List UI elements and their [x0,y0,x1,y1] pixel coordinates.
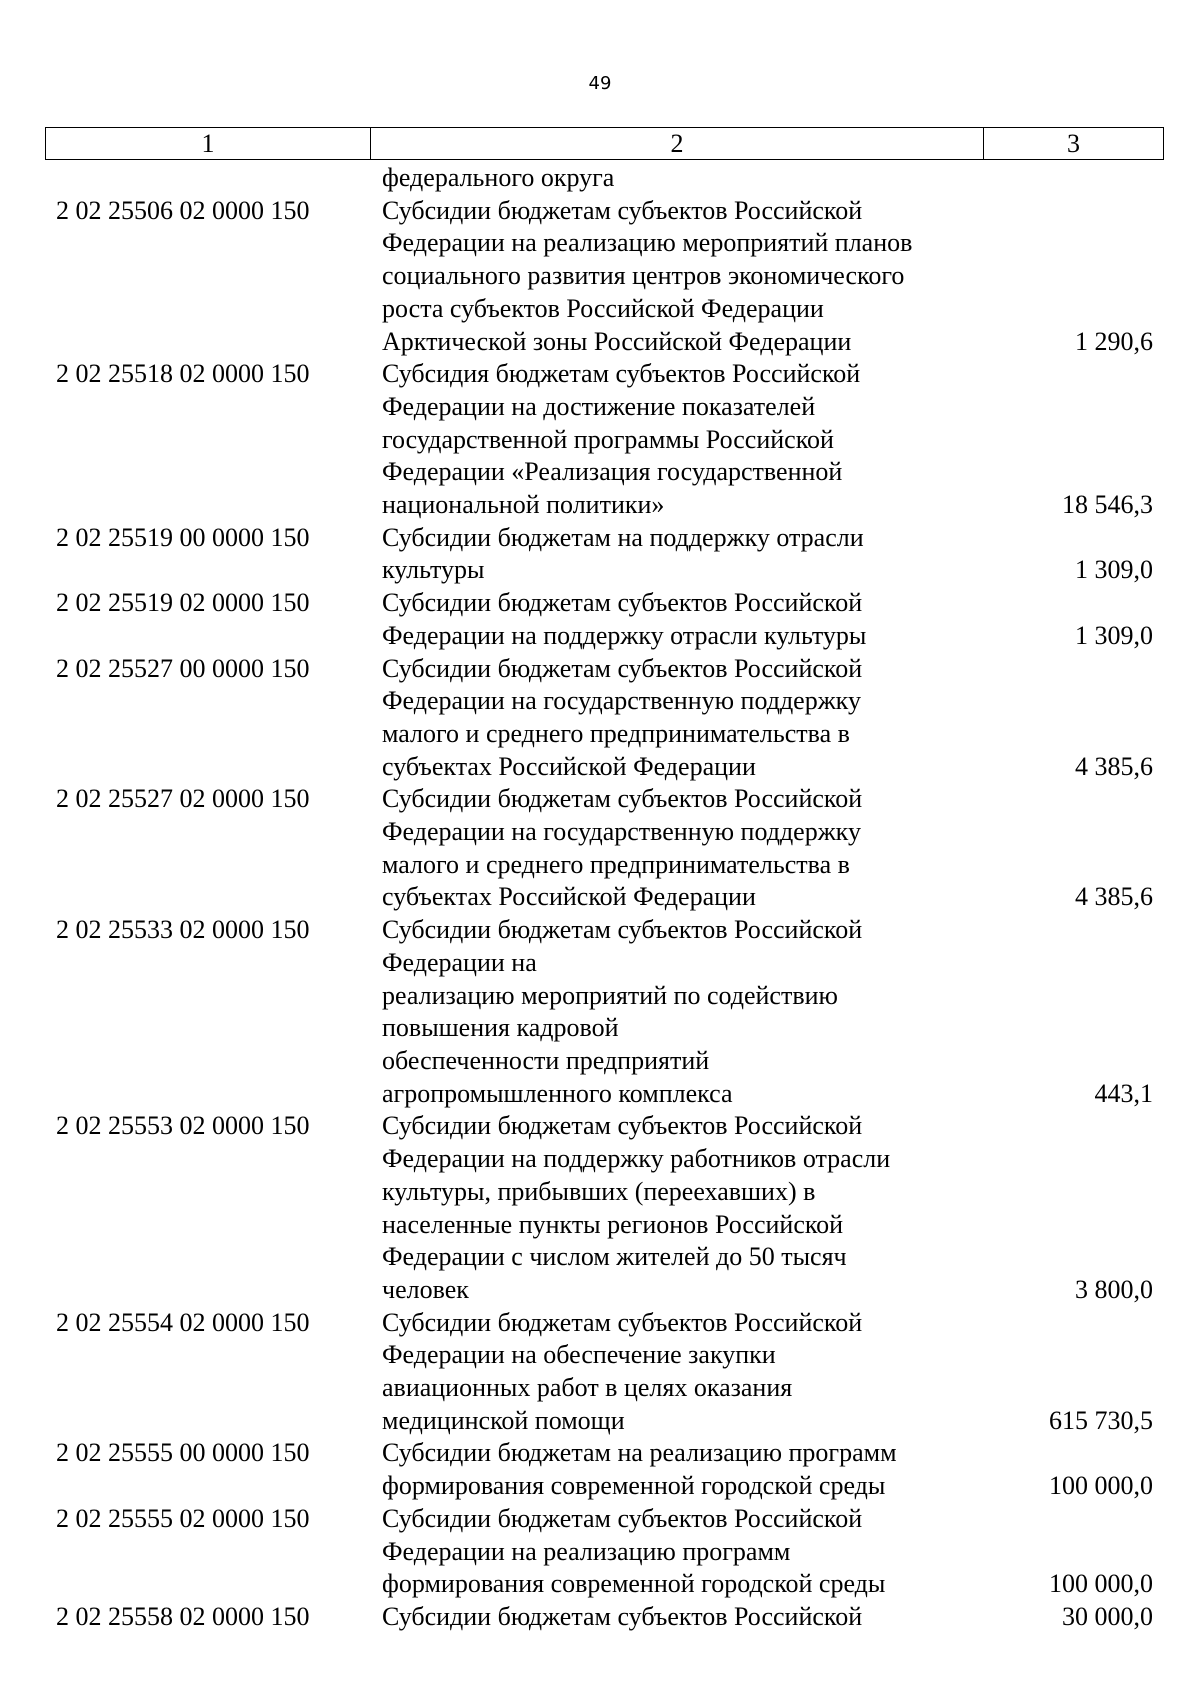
description-line: Субсидии бюджетам на реализацию программ [382,1438,897,1468]
description [370,783,983,914]
header-col-1: 1 [46,128,371,159]
description-line: обеспеченности предприятий [382,1045,710,1075]
description [370,1601,983,1634]
description-line: Федерации на обеспечение закупки [382,1340,776,1370]
table-header [45,127,1164,160]
amount: 1 309,0 [1075,555,1153,585]
description [370,522,983,587]
budget-code: 2 02 25554 02 0000 150 [56,1307,310,1337]
description-line: субъектах Российской Федерации [382,882,756,912]
description-line: Субсидии бюджетам субъектов Российской [382,1601,863,1631]
description-line: Субсидии бюджетам субъектов Российской [382,653,863,683]
amount: 100 000,0 [1049,1471,1153,1501]
description-line: Федерации на реализацию мероприятий планов [382,228,913,258]
description-line: государственной программы Российской [382,424,834,454]
description-line: Субсидии бюджетам субъектов Российской [382,784,863,814]
amount: 100 000,0 [1049,1569,1153,1599]
description-line: медицинской помощи [382,1405,625,1435]
page-number: 49 [588,73,612,94]
budget-code: 2 02 25519 02 0000 150 [56,588,310,618]
description-line: Федерации «Реализация государственной [382,457,843,487]
description-line: федерального округа [382,163,615,192]
budget-code: 2 02 25506 02 0000 150 [56,195,310,225]
description-line: Субсидии бюджетам субъектов Российской [382,915,863,945]
table-row [45,1437,1164,1502]
table-row [45,162,1164,195]
budget-code: 2 02 25553 02 0000 150 [56,1111,310,1141]
table-row [45,1110,1164,1306]
amount: 4 385,6 [1075,882,1153,912]
description-line: Федерации на поддержку отрасли культуры [382,620,867,650]
description-line: роста субъектов Российской Федерации [382,293,824,323]
description-line: социального развития центров экономического [382,261,905,291]
description-line: Федерации с числом жителей до 50 тысяч [382,1242,847,1272]
table-body [45,162,1164,1634]
description-line: национальной политики» [382,490,665,520]
description [370,1307,983,1438]
description [370,358,983,522]
header-col-2: 2 [371,128,984,159]
description-line: авиационных работ в целях оказания [382,1373,793,1403]
table-row [45,522,1164,587]
table-row [45,195,1164,359]
description [370,1437,983,1502]
description-line: формирования современной городской среды [382,1471,886,1501]
budget-code: 2 02 25527 02 0000 150 [56,784,310,814]
amount: 3 800,0 [1075,1274,1153,1304]
description-line: субъектах Российской Федерации [382,751,756,781]
amount: 1 309,0 [1075,620,1153,650]
budget-code: 2 02 25519 00 0000 150 [56,522,310,552]
amount: 18 546,3 [1062,490,1153,520]
budget-code: 2 02 25533 02 0000 150 [56,915,310,945]
description-line: формирования современной городской среды [382,1569,886,1599]
table-row [45,587,1164,652]
table-row [45,1503,1164,1601]
description-line: Субсидии бюджетам на поддержку отрасли [382,522,864,552]
description-line: Арктической зоны Российской Федерации [382,326,852,356]
description-line: повышения кадровой [382,1013,619,1043]
description-line: Субсидии бюджетам субъектов Российской [382,1111,863,1141]
budget-code: 2 02 25555 00 0000 150 [56,1438,310,1468]
description-line: Субсидии бюджетам субъектов Российской [382,588,863,618]
description [370,1110,983,1306]
table-row [45,1307,1164,1438]
budget-code: 2 02 25518 02 0000 150 [56,359,310,389]
amount: 615 730,5 [1049,1405,1153,1435]
description-line: Субсидии бюджетам субъектов Российской [382,1503,863,1533]
description [370,587,983,652]
description-line: реализацию мероприятий по содействию [382,980,838,1010]
description-line: Субсидии бюджетам субъектов Российской [382,195,863,225]
description-line: населенные пункты регионов Российской [382,1209,844,1239]
amount: 30 000,0 [1062,1601,1153,1631]
description-line: Федерации на поддержку работников отрасли [382,1144,891,1174]
description-line: малого и среднего предпринимательства в [382,718,850,748]
description-line: культуры, прибывших (переехавших) в [382,1176,816,1206]
table-row [45,783,1164,914]
description-line: агропромышленного комплекса [382,1078,733,1108]
header-col-3: 3 [1067,128,1080,158]
description-line: Федерации на государственную поддержку [382,817,861,847]
amount: 4 385,6 [1075,751,1153,781]
description-line: человек [382,1274,469,1304]
description [370,162,983,195]
description-line: Субсидия бюджетам субъектов Российской [382,359,861,389]
description-line: малого и среднего предпринимательства в [382,849,850,879]
table-row [45,653,1164,784]
description [370,914,983,1110]
table-row [45,1601,1164,1634]
amount: 443,1 [1094,1078,1153,1108]
description-line: культуры [382,555,485,585]
budget-code: 2 02 25527 00 0000 150 [56,653,310,683]
description [370,653,983,784]
description-line: Субсидии бюджетам субъектов Российской [382,1307,863,1337]
description-line: Федерации на государственную поддержку [382,686,861,716]
budget-code: 2 02 25558 02 0000 150 [56,1601,310,1631]
description [370,195,983,359]
budget-code: 2 02 25555 02 0000 150 [56,1503,310,1533]
table-row [45,358,1164,522]
amount: 1 290,6 [1075,326,1153,356]
table-row [45,914,1164,1110]
description-line: Федерации на достижение показателей [382,391,816,421]
description-line: Федерации на [382,947,537,977]
description-line: Федерации на реализацию программ [382,1536,791,1566]
description [370,1503,983,1601]
